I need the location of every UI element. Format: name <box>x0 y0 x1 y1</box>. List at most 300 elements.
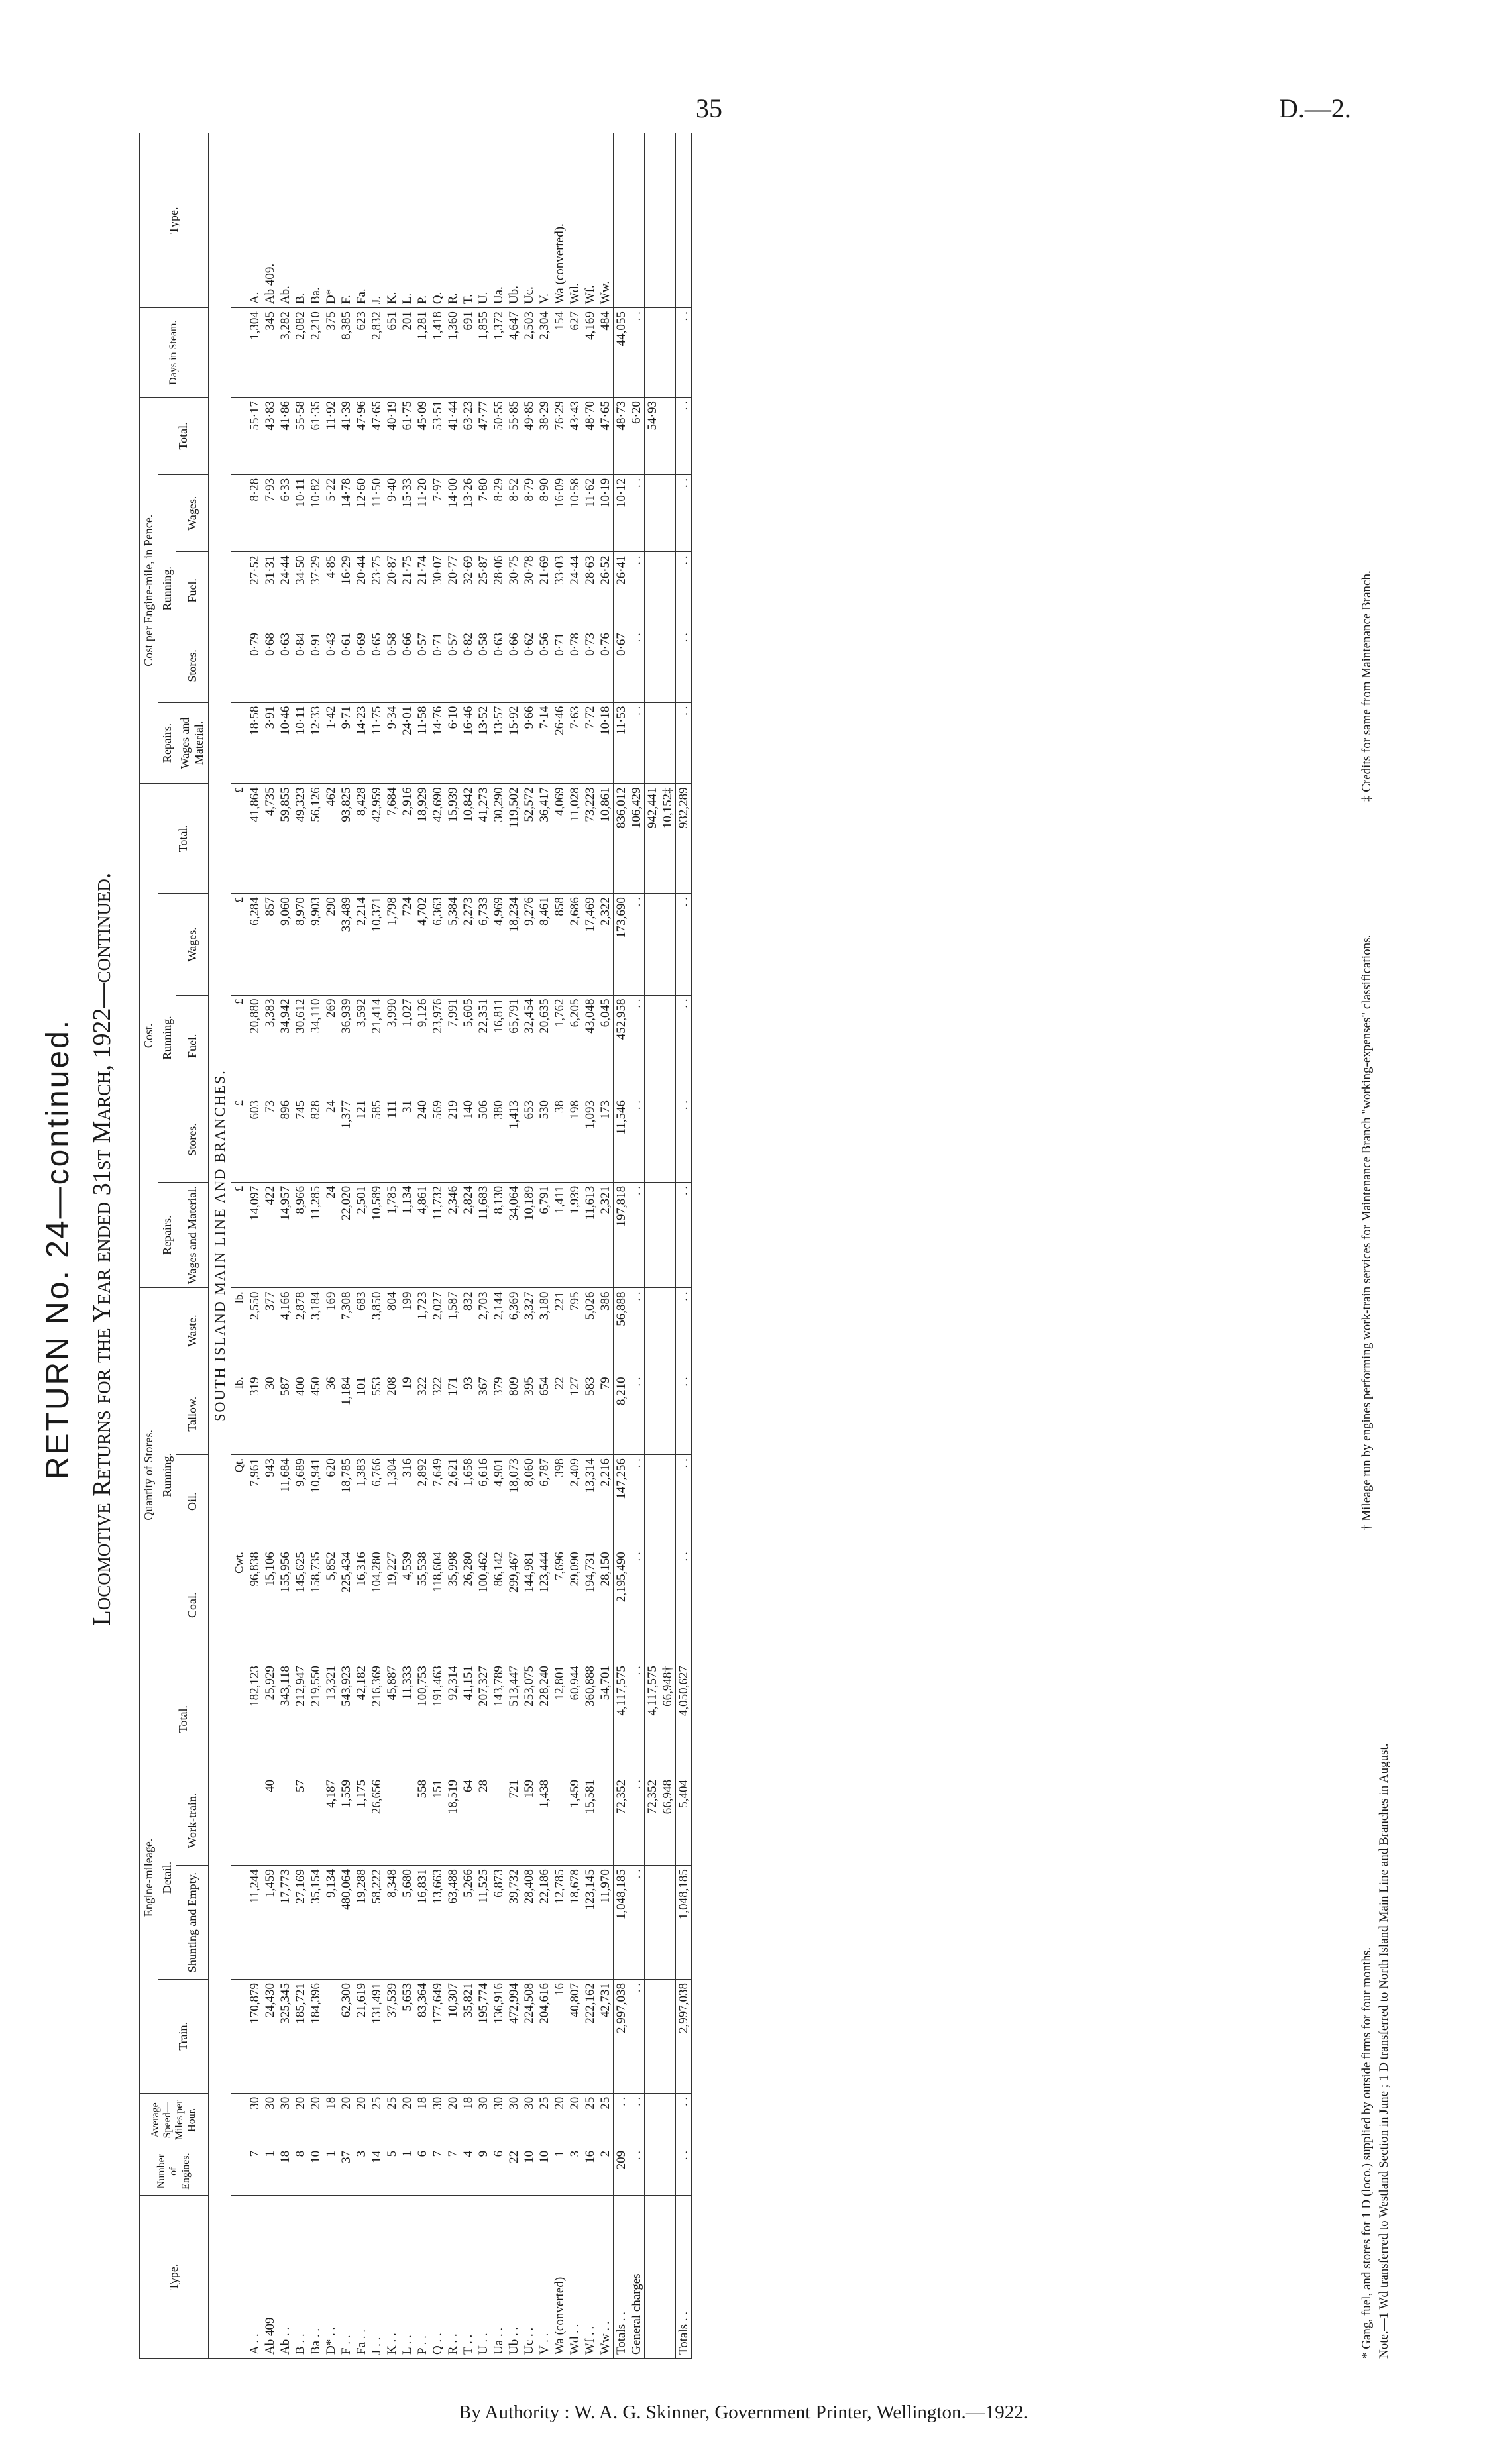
cell-oil: 8,060 <box>522 1455 537 1548</box>
cell-days: 3,282 <box>278 308 293 398</box>
cell-wag: 10,371 <box>369 894 384 995</box>
cell-type: Uc . . <box>522 2196 537 2359</box>
cell-p_rep: 11·75 <box>369 702 384 784</box>
cell-p_st: 0·68 <box>262 629 278 702</box>
cell-sp: 25 <box>537 2093 552 2147</box>
cell-total: 25,929 <box>262 1662 278 1776</box>
cell-type: Totals . . <box>675 2196 691 2359</box>
cell-tc: 30,290 <box>491 784 506 894</box>
cell-shunt: 18,678 <box>567 1866 582 1980</box>
cell-p_tot: 53·51 <box>430 398 445 475</box>
cell-coal: 144,981 <box>522 1548 537 1662</box>
cell-total: 4,117,575 <box>644 1662 660 1776</box>
table-row <box>400 133 415 2359</box>
cell-p_st: 0·43 <box>323 629 339 702</box>
cell-fuel: 269 <box>323 995 339 1097</box>
cell-rep: 8,130 <box>491 1182 506 1288</box>
cell-tc: 42,690 <box>430 784 445 894</box>
cell-total: 42,182 <box>354 1662 369 1776</box>
cell-shunt: 19,288 <box>354 1866 369 1980</box>
cell-coal <box>644 1548 660 1662</box>
cell-rep: 1,411 <box>552 1182 567 1288</box>
cell-p_wag: 8·79 <box>522 474 537 552</box>
cell-sp: 30 <box>430 2093 445 2147</box>
cell-p_st: 0·66 <box>506 629 522 702</box>
cell-sp: 20 <box>339 2093 354 2147</box>
table-row <box>537 133 552 2359</box>
cell-tc: 462 <box>323 784 339 894</box>
cell-oil <box>660 1455 676 1548</box>
cell-tc: 932,289 <box>675 784 691 894</box>
cell-type: F . . <box>339 2196 354 2359</box>
cell-coal: 5,852 <box>323 1548 339 1662</box>
cell-p_st: 0·78 <box>567 629 582 702</box>
cell-oil: 6,616 <box>476 1455 491 1548</box>
cell-p_tot: 40·19 <box>384 398 400 475</box>
cell-waste: 1,723 <box>415 1288 430 1373</box>
cell-sp: 25 <box>582 2093 598 2147</box>
cell-p_wag: . . <box>629 474 645 552</box>
cell-tc: 10,861 <box>598 784 614 894</box>
cell-rep: 6,791 <box>537 1182 552 1288</box>
cell-shunt: 1,459 <box>262 1866 278 1980</box>
cell-days: 8,385 <box>339 308 354 398</box>
cell-p_st: 0·69 <box>354 629 369 702</box>
cell-p_wag: 7·97 <box>430 474 445 552</box>
cell-wag: 2,322 <box>598 894 614 995</box>
cell-p_st: 0·63 <box>491 629 506 702</box>
cell-total: 11,333 <box>400 1662 415 1776</box>
cell-sp: 30 <box>262 2093 278 2147</box>
cell-tallow: 19 <box>400 1373 415 1455</box>
cell-coal: 4,539 <box>400 1548 415 1662</box>
cell-oil: 2,216 <box>598 1455 614 1548</box>
cell-p_wag: 7·93 <box>262 474 278 552</box>
cell-oil: 6,787 <box>537 1455 552 1548</box>
cell-tc: 7,684 <box>384 784 400 894</box>
cell-coal: 155,956 <box>278 1548 293 1662</box>
cell-days <box>644 308 660 398</box>
cell-days: 375 <box>323 308 339 398</box>
cell-st: 603 <box>247 1097 262 1182</box>
cell-tc: 41,864 <box>247 784 262 894</box>
cell-p_fuel: 20·44 <box>354 552 369 629</box>
col-pence-wages-material: Wages and Material. <box>176 702 208 784</box>
cell-sp: 18 <box>323 2093 339 2147</box>
cell-shunt: 1,048,185 <box>613 1866 629 1980</box>
cell-p_tot: 43·43 <box>567 398 582 475</box>
cell-fuel <box>660 995 676 1097</box>
unit-fuel: £ <box>231 995 247 1097</box>
cell-p_st: 0·58 <box>476 629 491 702</box>
unit-stores: £ <box>231 1097 247 1182</box>
cell-waste: 683 <box>354 1288 369 1373</box>
cell-st: 11,546 <box>613 1097 629 1182</box>
cell-tallow <box>660 1373 676 1455</box>
cell-rep: 11,683 <box>476 1182 491 1288</box>
cell-waste: 3,327 <box>522 1288 537 1373</box>
cell-st: . . <box>675 1097 691 1182</box>
cell-oil: 7,649 <box>430 1455 445 1548</box>
table-row <box>247 133 262 2359</box>
cell-tc: 4,735 <box>262 784 278 894</box>
cell-shunt: 123,145 <box>582 1866 598 1980</box>
cell-sp: 20 <box>293 2093 308 2147</box>
cell-tallow: 93 <box>461 1373 476 1455</box>
cell-shunt: 35,154 <box>308 1866 323 1980</box>
cell-n <box>660 2147 676 2196</box>
cell-st <box>660 1097 676 1182</box>
footnote-star: * Gang, fuel, and stores for 1 D (loco.) supplied by outside firms for four months. <box>1360 1947 1374 2359</box>
col-train: Train. <box>158 1979 208 2093</box>
cell-p_fuel: 4·85 <box>323 552 339 629</box>
cell-p_st: . . <box>675 629 691 702</box>
cell-st: 745 <box>293 1097 308 1182</box>
cell-fuel: 22,351 <box>476 995 491 1097</box>
cell-wag: 2,214 <box>354 894 369 995</box>
cell-p_tot: 43·83 <box>262 398 278 475</box>
cell-sp: 25 <box>384 2093 400 2147</box>
cell-work: 18,519 <box>445 1776 461 1866</box>
cell-p_fuel: 26·52 <box>598 552 614 629</box>
unit-waste: lb. <box>231 1288 247 1373</box>
cell-waste: 795 <box>567 1288 582 1373</box>
cell-type2: Uc. <box>522 133 537 308</box>
cell-tallow: 450 <box>308 1373 323 1455</box>
cell-shunt: 16,831 <box>415 1866 430 1980</box>
cell-rep: 197,818 <box>613 1182 629 1288</box>
cell-shunt: 11,244 <box>247 1866 262 1980</box>
cell-p_rep: 1·42 <box>323 702 339 784</box>
cell-waste: 2,878 <box>293 1288 308 1373</box>
cell-type2: Ab 409. <box>262 133 278 308</box>
cell-p_rep <box>660 702 676 784</box>
cell-st: 173 <box>598 1097 614 1182</box>
cell-p_st <box>660 629 676 702</box>
cell-waste: . . <box>675 1288 691 1373</box>
cell-shunt: 27,169 <box>293 1866 308 1980</box>
cell-work: 40 <box>262 1776 278 1866</box>
cell-p_tot: 55·58 <box>293 398 308 475</box>
cell-tallow <box>644 1373 660 1455</box>
col-cost-per-engine-mile: Cost per Engine-mile, in Pence. <box>140 398 158 784</box>
cell-p_st: 0·73 <box>582 629 598 702</box>
cell-tallow: 553 <box>369 1373 384 1455</box>
cell-work: 57 <box>293 1776 308 1866</box>
cell-sp: 30 <box>476 2093 491 2147</box>
cell-tallow: 322 <box>430 1373 445 1455</box>
cell-st: 73 <box>262 1097 278 1182</box>
cell-work: 721 <box>506 1776 522 1866</box>
cell-train: 222,162 <box>582 1979 598 2093</box>
col-engine-mileage: Engine-mileage. <box>140 1662 158 2094</box>
cell-p_st: 0·91 <box>308 629 323 702</box>
cell-p_fuel: 26·41 <box>613 552 629 629</box>
cell-fuel: 7,991 <box>445 995 461 1097</box>
cell-p_fuel: 30·07 <box>430 552 445 629</box>
cell-oil: 943 <box>262 1455 278 1548</box>
cell-shunt: 11,525 <box>476 1866 491 1980</box>
col-average-speed: Average Speed—Miles per Hour. <box>140 2093 209 2147</box>
cell-tallow: . . <box>675 1373 691 1455</box>
cell-train: . . <box>629 1979 645 2093</box>
cell-coal: 96,838 <box>247 1548 262 1662</box>
cell-st: 569 <box>430 1097 445 1182</box>
cell-type2: Fa. <box>354 133 369 308</box>
cell-p_wag <box>644 474 660 552</box>
cell-p_fuel: 30·78 <box>522 552 537 629</box>
cell-rep <box>644 1182 660 1288</box>
col-wages: Wages. <box>176 894 208 995</box>
cell-p_st: 0·63 <box>278 629 293 702</box>
cell-days: 4,169 <box>582 308 598 398</box>
cell-wag: 9,903 <box>308 894 323 995</box>
cell-waste: 3,184 <box>308 1288 323 1373</box>
cell-type2: Ub. <box>506 133 522 308</box>
cell-shunt: 13,663 <box>430 1866 445 1980</box>
col-cost: Cost. <box>140 784 158 1288</box>
cell-n: 10 <box>522 2147 537 2196</box>
cell-p_wag: 8·29 <box>491 474 506 552</box>
cell-p_fuel: 20·87 <box>384 552 400 629</box>
general-charges-row <box>629 133 645 2359</box>
cell-p_rep: 15·92 <box>506 702 522 784</box>
adjustments-row <box>660 133 676 2359</box>
table-row <box>354 133 369 2359</box>
footnote-note: Note.—1 Wd transferred to Westland Section in June ; 1 D transferred to North Island Main Line and Branches in August. <box>1377 1743 1391 2359</box>
cell-n: 22 <box>506 2147 522 2196</box>
cell-coal: 19,227 <box>384 1548 400 1662</box>
cell-days: 651 <box>384 308 400 398</box>
cell-total: 41,151 <box>461 1662 476 1776</box>
cell-total: 228,240 <box>537 1662 552 1776</box>
cell-days: 2,832 <box>369 308 384 398</box>
cell-tc: 15,939 <box>445 784 461 894</box>
cell-work: 1,438 <box>537 1776 552 1866</box>
cell-fuel: 20,880 <box>247 995 262 1097</box>
cell-p_st: 0·65 <box>369 629 384 702</box>
cell-rep: 24 <box>323 1182 339 1288</box>
cell-sp: 18 <box>415 2093 430 2147</box>
cell-type2: B. <box>293 133 308 308</box>
cell-fuel: 30,612 <box>293 995 308 1097</box>
cell-train: 131,491 <box>369 1979 384 2093</box>
cell-st: 111 <box>384 1097 400 1182</box>
cell-waste: 221 <box>552 1288 567 1373</box>
cell-waste: 3,180 <box>537 1288 552 1373</box>
unit-tallow: lb. <box>231 1373 247 1455</box>
cell-shunt: 12,785 <box>552 1866 567 1980</box>
cell-p_rep: 13·57 <box>491 702 506 784</box>
page-number: 35 <box>696 93 722 123</box>
grand-totals-row <box>675 133 691 2359</box>
cell-train: 177,649 <box>430 1979 445 2093</box>
cell-fuel: . . <box>675 995 691 1097</box>
cell-tc: 59,855 <box>278 784 293 894</box>
cell-type: J . . <box>369 2196 384 2359</box>
cell-tallow: 101 <box>354 1373 369 1455</box>
cell-total: 513,447 <box>506 1662 522 1776</box>
cell-type: V . . <box>537 2196 552 2359</box>
cell-p_tot <box>660 398 676 475</box>
cell-wag: 9,060 <box>278 894 293 995</box>
cell-p_st: 0·62 <box>522 629 537 702</box>
cell-p_fuel: . . <box>629 552 645 629</box>
cell-train: 37,539 <box>384 1979 400 2093</box>
cell-p_rep: 10·46 <box>278 702 293 784</box>
cell-n: 7 <box>430 2147 445 2196</box>
footnote-double-dagger: ‡ Credits for same from Maintenance Branch. <box>1360 570 1374 802</box>
cell-coal: 145,625 <box>293 1548 308 1662</box>
cell-st: 380 <box>491 1097 506 1182</box>
cell-oil: 18,785 <box>339 1455 354 1548</box>
cell-days: 201 <box>400 308 415 398</box>
cell-type: Wd . . <box>567 2196 582 2359</box>
cell-p_tot: 61·75 <box>400 398 415 475</box>
cell-tc: 42,959 <box>369 784 384 894</box>
cell-fuel: 20,635 <box>537 995 552 1097</box>
cell-oil: 11,684 <box>278 1455 293 1548</box>
cell-p_tot: 55·85 <box>506 398 522 475</box>
cell-p_tot: 11·92 <box>323 398 339 475</box>
cell-shunt: 8,348 <box>384 1866 400 1980</box>
cell-p_fuel: 37·29 <box>308 552 323 629</box>
cell-tc: 11,028 <box>567 784 582 894</box>
cell-train: 21,619 <box>354 1979 369 2093</box>
cell-n: . . <box>675 2147 691 2196</box>
cell-fuel: 1,027 <box>400 995 415 1097</box>
table-row <box>339 133 354 2359</box>
col-coal: Coal. <box>176 1548 208 1662</box>
col-days-in-steam: Days in Steam. <box>140 308 209 398</box>
cell-type2 <box>660 133 676 308</box>
section-title-row <box>208 133 231 2359</box>
cell-fuel: 16,811 <box>491 995 506 1097</box>
cell-train <box>323 1979 339 2093</box>
cell-n: 14 <box>369 2147 384 2196</box>
cell-work: 64 <box>461 1776 476 1866</box>
subtotal-row <box>644 133 660 2359</box>
cell-rep: 1,785 <box>384 1182 400 1288</box>
cell-n: 10 <box>537 2147 552 2196</box>
table-row <box>262 133 278 2359</box>
cell-waste: 7,308 <box>339 1288 354 1373</box>
table-row <box>552 133 567 2359</box>
cell-p_rep: . . <box>629 702 645 784</box>
cell-oil: 2,892 <box>415 1455 430 1548</box>
cell-days: 2,082 <box>293 308 308 398</box>
cell-type2: Ww. <box>598 133 614 308</box>
cell-work: 15,581 <box>582 1776 598 1866</box>
cell-rep: 10,589 <box>369 1182 384 1288</box>
cell-tallow: 208 <box>384 1373 400 1455</box>
cell-waste: 3,850 <box>369 1288 384 1373</box>
cell-days: . . <box>675 308 691 398</box>
cell-wag: 4,702 <box>415 894 430 995</box>
cell-n: 10 <box>308 2147 323 2196</box>
cell-fuel: 3,383 <box>262 995 278 1097</box>
cell-type2: Q. <box>430 133 445 308</box>
cell-tc: 41,273 <box>476 784 491 894</box>
cell-tc: 18,929 <box>415 784 430 894</box>
cell-st: 38 <box>552 1097 567 1182</box>
cell-train: 42,731 <box>598 1979 614 2093</box>
cell-work: 26,656 <box>369 1776 384 1866</box>
cell-p_tot: 45·09 <box>415 398 430 475</box>
cell-waste: 169 <box>323 1288 339 1373</box>
cell-rep: 2,501 <box>354 1182 369 1288</box>
return-title: RETURN No. 24—continued. <box>40 1018 76 1480</box>
cell-type: Ba . . <box>308 2196 323 2359</box>
cell-sp: 20 <box>308 2093 323 2147</box>
cell-wag: 33,489 <box>339 894 354 995</box>
cell-days: 627 <box>567 308 582 398</box>
cell-p_rep: 7·72 <box>582 702 598 784</box>
cell-shunt: 58,222 <box>369 1866 384 1980</box>
cell-type: Ww . . <box>598 2196 614 2359</box>
cell-p_tot: 76·29 <box>552 398 567 475</box>
cell-type2: J. <box>369 133 384 308</box>
cell-p_tot: 49·85 <box>522 398 537 475</box>
cell-p_rep: 12·33 <box>308 702 323 784</box>
cell-fuel: 6,205 <box>567 995 582 1097</box>
cell-fuel: 32,454 <box>522 995 537 1097</box>
cell-p_fuel: 30·75 <box>506 552 522 629</box>
cell-train: 5,653 <box>400 1979 415 2093</box>
cell-coal: 26,280 <box>461 1548 476 1662</box>
cell-tallow: 583 <box>582 1373 598 1455</box>
cell-train: 62,300 <box>339 1979 354 2093</box>
cell-coal: 55,538 <box>415 1548 430 1662</box>
cell-waste: . . <box>629 1288 645 1373</box>
cell-total: 143,789 <box>491 1662 506 1776</box>
col-type: Type. <box>140 2196 209 2359</box>
cell-oil: 147,256 <box>613 1455 629 1548</box>
cell-tallow: 322 <box>415 1373 430 1455</box>
cell-shunt: 480,064 <box>339 1866 354 1980</box>
cell-n: 18 <box>278 2147 293 2196</box>
cell-days: . . <box>629 308 645 398</box>
cell-p_rep <box>644 702 660 784</box>
cell-st: . . <box>629 1097 645 1182</box>
col-cost-total: Total. <box>158 784 208 894</box>
cell-work <box>384 1776 400 1866</box>
cell-train: 16 <box>552 1979 567 2093</box>
cell-p_wag: 6·33 <box>278 474 293 552</box>
cell-p_wag: 14·78 <box>339 474 354 552</box>
cell-tc: 942,441 <box>644 784 660 894</box>
cell-type <box>644 2196 660 2359</box>
cell-n: 4 <box>461 2147 476 2196</box>
section-title: SOUTH ISLAND MAIN LINE AND BRANCHES. <box>208 133 231 2359</box>
cell-sp: 20 <box>400 2093 415 2147</box>
cell-p_fuel <box>660 552 676 629</box>
table-row <box>323 133 339 2359</box>
cell-rep: 4,861 <box>415 1182 430 1288</box>
cell-p_fuel: 21·69 <box>537 552 552 629</box>
cell-tallow: 30 <box>262 1373 278 1455</box>
cell-sp: 30 <box>506 2093 522 2147</box>
cell-oil: . . <box>629 1455 645 1548</box>
cell-tc: 119,502 <box>506 784 522 894</box>
cell-work: 1,175 <box>354 1776 369 1866</box>
cell-shunt: 1,048,185 <box>675 1866 691 1980</box>
cell-type2: L. <box>400 133 415 308</box>
cell-tallow: 379 <box>491 1373 506 1455</box>
cell-coal: 299,467 <box>506 1548 522 1662</box>
cell-p_tot: 48·70 <box>582 398 598 475</box>
cell-sp: 20 <box>445 2093 461 2147</box>
